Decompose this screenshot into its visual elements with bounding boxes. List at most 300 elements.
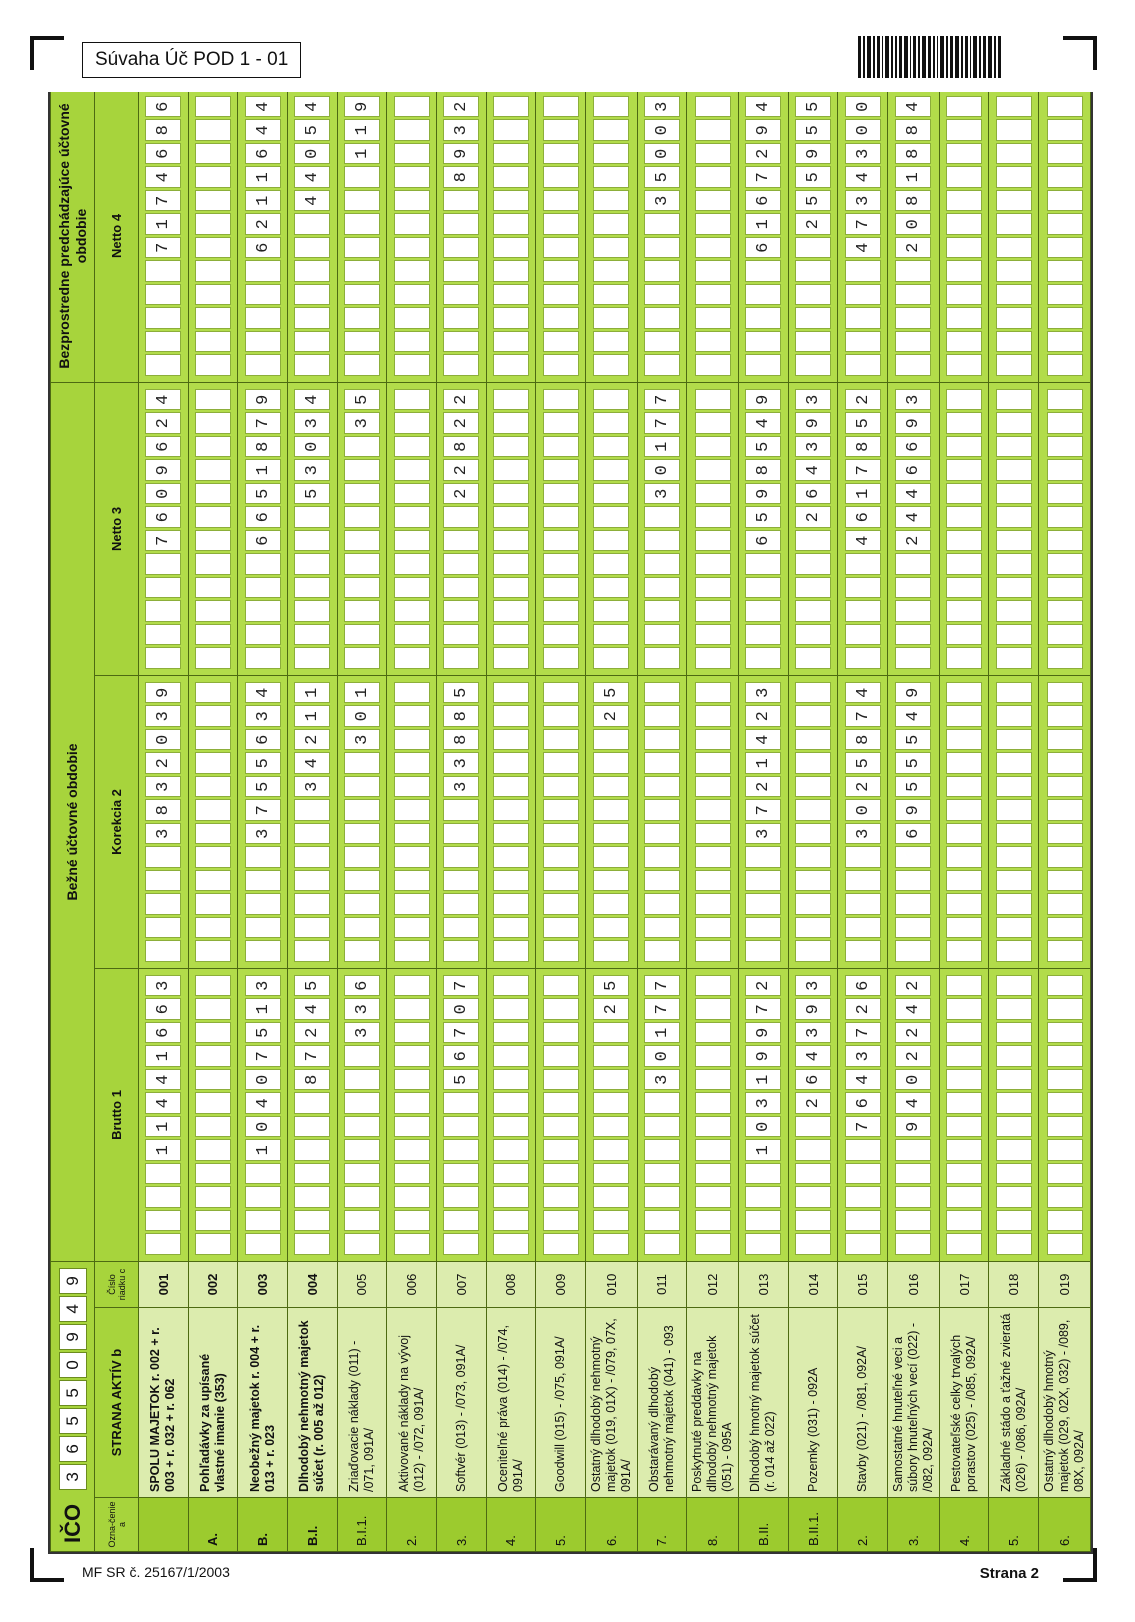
digit-box (245, 284, 281, 306)
digit-box (593, 483, 629, 505)
digit-box (644, 331, 680, 353)
digit-box (543, 213, 579, 235)
digit-box (245, 260, 281, 282)
brutto-amount-field[interactable] (644, 975, 680, 1255)
netto-prev-cell (1039, 92, 1091, 382)
digit-box (443, 917, 479, 939)
digit-box: 4 (245, 682, 281, 704)
digit-box (195, 1139, 231, 1161)
brutto-cell (838, 968, 888, 1261)
digit-box: 7 (145, 530, 181, 552)
digit-box (493, 1139, 529, 1161)
netto-prev-cell (486, 92, 536, 382)
korekcia-amount-field[interactable] (644, 682, 680, 962)
digit-box: 1 (745, 213, 781, 235)
korekcia-amount-field[interactable] (795, 682, 831, 962)
digit-box: 4 (845, 237, 881, 259)
digit-box (845, 1210, 881, 1232)
brutto-amount-field[interactable] (946, 975, 982, 1255)
balance-sheet-form (48, 92, 1093, 1554)
korekcia-amount-field[interactable] (245, 682, 281, 962)
digit-box (745, 307, 781, 329)
digit-box (795, 729, 831, 751)
ico-digit-box[interactable]: 3 (59, 1464, 87, 1490)
netto-prev-cell (637, 92, 687, 382)
korekcia-amount-field[interactable] (593, 682, 629, 962)
barcode (858, 36, 1048, 78)
digit-box: 3 (294, 776, 330, 798)
digit-box (145, 624, 181, 646)
digit-box: 5 (644, 166, 680, 188)
digit-box (344, 1116, 380, 1138)
digit-box (443, 870, 479, 892)
digit-box (245, 354, 281, 376)
netto-amount-field[interactable] (745, 389, 781, 669)
digit-box (996, 190, 1032, 212)
digit-box (394, 998, 430, 1020)
digit-box: 2 (294, 1022, 330, 1044)
brutto-amount-field[interactable] (543, 975, 579, 1255)
digit-box (294, 553, 330, 575)
digit-box: 8 (145, 119, 181, 141)
digit-box (443, 1233, 479, 1255)
digit-box (845, 600, 881, 622)
korekcia-cell (486, 675, 536, 968)
digit-box: 6 (895, 823, 931, 845)
digit-box (443, 530, 479, 552)
digit-box (394, 624, 430, 646)
brutto-cell (337, 968, 387, 1261)
brutto-amount-field[interactable] (394, 975, 430, 1255)
korekcia-amount-field[interactable] (443, 682, 479, 962)
row-oznacenie: 3. (436, 1498, 486, 1552)
digit-box (996, 237, 1032, 259)
ico-digit-box[interactable]: 4 (59, 1296, 87, 1322)
digit-box (745, 331, 781, 353)
digit-box: 4 (895, 705, 931, 727)
digit-box (745, 846, 781, 868)
digit-box (394, 893, 430, 915)
digit-box: 8 (895, 143, 931, 165)
korekcia-amount-field[interactable] (745, 682, 781, 962)
digit-box (895, 260, 931, 282)
digit-box (543, 506, 579, 528)
digit-box (394, 577, 430, 599)
digit-box: 3 (644, 483, 680, 505)
digit-box: 4 (895, 1092, 931, 1114)
digit-box (145, 1210, 181, 1232)
digit-box (493, 1186, 529, 1208)
digit-box (443, 799, 479, 821)
digit-box: 1 (245, 998, 281, 1020)
netto-prev-amount-field[interactable] (895, 96, 931, 376)
netto-amount-field[interactable] (245, 389, 281, 669)
digit-box (344, 1210, 380, 1232)
digit-box (543, 1186, 579, 1208)
korekcia-amount-field[interactable] (344, 682, 380, 962)
brutto-amount-field[interactable] (795, 975, 831, 1255)
digit-box (1047, 799, 1083, 821)
digit-box (543, 307, 579, 329)
korekcia-amount-field[interactable] (996, 682, 1032, 962)
digit-box: 7 (745, 799, 781, 821)
digit-box (695, 389, 731, 411)
digit-box (695, 729, 731, 751)
digit-box (895, 624, 931, 646)
ico-digit-box[interactable]: 5 (59, 1380, 87, 1406)
digit-box: 1 (344, 682, 380, 704)
netto-prev-amount-field[interactable] (493, 96, 529, 376)
digit-box (695, 682, 731, 704)
ico-digit-box[interactable]: 9 (59, 1324, 87, 1350)
netto-prev-amount-field[interactable] (394, 96, 430, 376)
digit-box: 5 (795, 190, 831, 212)
digit-box: 7 (845, 459, 881, 481)
korekcia-amount-field[interactable] (195, 682, 231, 962)
digit-box (593, 530, 629, 552)
digit-box (946, 1022, 982, 1044)
digit-box (543, 1092, 579, 1114)
digit-box (493, 705, 529, 727)
digit-box (1047, 483, 1083, 505)
digit-box (996, 729, 1032, 751)
brutto-amount-field[interactable] (145, 975, 181, 1255)
digit-box (195, 682, 231, 704)
row-description: Stavby (021) - /081, 092A/ (838, 1308, 888, 1498)
digit-box (543, 436, 579, 458)
digit-box (493, 600, 529, 622)
brutto-amount-field[interactable] (695, 975, 731, 1255)
digit-box (946, 1045, 982, 1067)
digit-box (795, 237, 831, 259)
digit-box (245, 870, 281, 892)
brutto-cell (1039, 968, 1091, 1261)
digit-box (593, 1069, 629, 1091)
brutto-amount-field[interactable] (493, 975, 529, 1255)
digit-box (845, 870, 881, 892)
digit-box (946, 307, 982, 329)
cislo-riadku-header: Číslo riadku c (95, 1261, 139, 1307)
korekcia-amount-field[interactable] (1047, 682, 1083, 962)
digit-box (996, 1045, 1032, 1067)
digit-box (1047, 893, 1083, 915)
digit-box (593, 284, 629, 306)
digit-box: 1 (145, 213, 181, 235)
digit-box: 5 (895, 752, 931, 774)
digit-box (443, 1092, 479, 1114)
digit-box (543, 577, 579, 599)
digit-box (996, 96, 1032, 118)
digit-box (195, 1233, 231, 1255)
digit-box (493, 412, 529, 434)
digit-box (443, 846, 479, 868)
digit-box (145, 940, 181, 962)
netto-prev-amount-field[interactable] (443, 96, 479, 376)
netto-amount-field[interactable] (593, 389, 629, 669)
digit-box: 7 (644, 975, 680, 997)
digit-box (543, 1116, 579, 1138)
brutto-amount-field[interactable] (294, 975, 330, 1255)
digit-box (895, 917, 931, 939)
digit-box (493, 975, 529, 997)
netto-prev-amount-field[interactable] (145, 96, 181, 376)
netto-amount-field[interactable] (543, 389, 579, 669)
digit-box: 0 (294, 143, 330, 165)
digit-box (344, 166, 380, 188)
digit-box (493, 166, 529, 188)
brutto-amount-field[interactable] (344, 975, 380, 1255)
row-description: Obstarávaný dlhodobý nehmotný majetok (041) - 093 (637, 1308, 687, 1498)
netto-prev-cell (536, 92, 586, 382)
brutto-amount-field[interactable] (443, 975, 479, 1255)
digit-box (895, 307, 931, 329)
digit-box (493, 577, 529, 599)
brutto-amount-field[interactable] (895, 975, 931, 1255)
digit-box (543, 1163, 579, 1185)
digit-box: 3 (745, 1092, 781, 1114)
digit-box: 3 (795, 975, 831, 997)
digit-box (394, 1092, 430, 1114)
netto-amount-field[interactable] (294, 389, 330, 669)
digit-box: 1 (245, 459, 281, 481)
digit-box: 1 (145, 1045, 181, 1067)
row-oznacenie: 5. (989, 1498, 1039, 1552)
digit-box: 1 (245, 166, 281, 188)
digit-box: 3 (344, 1022, 380, 1044)
digit-box (443, 1116, 479, 1138)
digit-box (493, 624, 529, 646)
digit-box (745, 917, 781, 939)
digit-box (695, 483, 731, 505)
brutto-amount-field[interactable] (996, 975, 1032, 1255)
row-number: 014 (788, 1261, 838, 1307)
row-number: 017 (939, 1261, 989, 1307)
netto-amount-field[interactable] (695, 389, 731, 669)
brutto-amount-field[interactable] (745, 975, 781, 1255)
netto-amount-field[interactable] (344, 389, 380, 669)
digit-box: 3 (795, 389, 831, 411)
digit-box (493, 729, 529, 751)
netto-amount-field[interactable] (895, 389, 931, 669)
korekcia-amount-field[interactable] (695, 682, 731, 962)
digit-box (195, 729, 231, 751)
digit-box (195, 166, 231, 188)
netto-cell (238, 382, 288, 675)
digit-box (695, 975, 731, 997)
digit-box (695, 752, 731, 774)
digit-box (443, 600, 479, 622)
digit-box (996, 705, 1032, 727)
digit-box: 5 (845, 412, 881, 434)
digit-box (695, 1116, 731, 1138)
netto-prev-amount-field[interactable] (644, 96, 680, 376)
brutto-amount-field[interactable] (593, 975, 629, 1255)
digit-box (996, 389, 1032, 411)
digit-box (493, 436, 529, 458)
digit-box (745, 1233, 781, 1255)
digit-box (493, 190, 529, 212)
digit-box (644, 260, 680, 282)
digit-box: 0 (644, 1045, 680, 1067)
digit-box: 3 (443, 752, 479, 774)
korekcia-amount-field[interactable] (895, 682, 931, 962)
netto-amount-field[interactable] (644, 389, 680, 669)
digit-box (644, 917, 680, 939)
digit-box: 1 (644, 1022, 680, 1044)
digit-box (1047, 705, 1083, 727)
digit-box: 5 (745, 436, 781, 458)
ico-digit-box[interactable]: 9 (59, 1268, 87, 1294)
digit-box (593, 553, 629, 575)
digit-box (695, 213, 731, 235)
digit-box (543, 893, 579, 915)
netto-prev-amount-field[interactable] (795, 96, 831, 376)
netto-amount-field[interactable] (996, 389, 1032, 669)
korekcia-cell (888, 675, 940, 968)
korekcia-amount-field[interactable] (845, 682, 881, 962)
digit-box (593, 436, 629, 458)
digit-box: 3 (895, 389, 931, 411)
assets-table (50, 92, 1091, 1552)
netto-prev-amount-field[interactable] (745, 96, 781, 376)
netto-prev-amount-field[interactable] (946, 96, 982, 376)
digit-box (593, 260, 629, 282)
digit-box (294, 823, 330, 845)
netto-prev-amount-field[interactable] (845, 96, 881, 376)
digit-box (344, 237, 380, 259)
digit-box: 7 (845, 1022, 881, 1044)
ico-digit-box[interactable]: 6 (59, 1436, 87, 1462)
brutto-amount-field[interactable] (245, 975, 281, 1255)
digit-box: 4 (245, 119, 281, 141)
korekcia-amount-field[interactable] (294, 682, 330, 962)
korekcia-amount-field[interactable] (394, 682, 430, 962)
digit-box (344, 1186, 380, 1208)
korekcia-amount-field[interactable] (946, 682, 982, 962)
digit-box (695, 823, 731, 845)
netto-prev-amount-field[interactable] (245, 96, 281, 376)
digit-box (245, 553, 281, 575)
digit-box: 4 (294, 389, 330, 411)
digit-box (845, 331, 881, 353)
netto-amount-field[interactable] (443, 389, 479, 669)
digit-box (543, 354, 579, 376)
digit-box (493, 459, 529, 481)
row-oznacenie: B. (238, 1498, 288, 1552)
digit-box (695, 1233, 731, 1255)
digit-box (845, 307, 881, 329)
netto-amount-field[interactable] (1047, 389, 1083, 669)
netto-amount-field[interactable] (845, 389, 881, 669)
netto-prev-amount-field[interactable] (294, 96, 330, 376)
digit-box (493, 647, 529, 669)
netto-prev-cell (739, 92, 789, 382)
digit-box (1047, 506, 1083, 528)
digit-box (996, 1116, 1032, 1138)
digit-box: 3 (344, 729, 380, 751)
digit-box (745, 624, 781, 646)
digit-box (845, 577, 881, 599)
digit-box (493, 389, 529, 411)
row-number: 004 (287, 1261, 337, 1307)
row-number: 007 (436, 1261, 486, 1307)
digit-box (845, 647, 881, 669)
row-number: 016 (888, 1261, 940, 1307)
digit-box (695, 436, 731, 458)
netto-amount-field[interactable] (195, 389, 231, 669)
ico-digit-box[interactable]: 5 (59, 1408, 87, 1434)
netto-prev-cell (989, 92, 1039, 382)
digit-box (695, 1186, 731, 1208)
digit-box: 2 (895, 1022, 931, 1044)
digit-box (1047, 260, 1083, 282)
netto-prev-amount-field[interactable] (695, 96, 731, 376)
digit-box (195, 893, 231, 915)
netto-prev-amount-field[interactable] (996, 96, 1032, 376)
digit-box: 2 (745, 975, 781, 997)
brutto-amount-field[interactable] (1047, 975, 1083, 1255)
korekcia-amount-field[interactable] (145, 682, 181, 962)
digit-box: 6 (443, 1045, 479, 1067)
digit-box: 8 (895, 119, 931, 141)
digit-box (543, 1069, 579, 1091)
digit-box (946, 96, 982, 118)
digit-box (593, 893, 629, 915)
ico-cell (51, 1261, 95, 1551)
netto-prev-cell (939, 92, 989, 382)
netto-prev-amount-field[interactable] (344, 96, 380, 376)
korekcia-amount-field[interactable] (543, 682, 579, 962)
netto-prev-amount-field[interactable] (543, 96, 579, 376)
brutto-amount-field[interactable] (195, 975, 231, 1255)
digit-box: 2 (294, 729, 330, 751)
digit-box (695, 530, 731, 552)
digit-box (644, 729, 680, 751)
brutto-amount-field[interactable] (845, 975, 881, 1255)
row-description: Dlhodobý hmotný majetok súčet (r. 014 až 022) (739, 1308, 789, 1498)
digit-box (493, 260, 529, 282)
digit-box: 4 (795, 1045, 831, 1067)
netto-amount-field[interactable] (145, 389, 181, 669)
korekcia-cell (838, 675, 888, 968)
digit-box: 7 (245, 799, 281, 821)
digit-box: 9 (145, 459, 181, 481)
digit-box (795, 752, 831, 774)
digit-box (245, 940, 281, 962)
digit-box: 0 (845, 119, 881, 141)
digit-box (695, 459, 731, 481)
netto-amount-field[interactable] (946, 389, 982, 669)
digit-box: 9 (745, 1045, 781, 1067)
digit-box: 9 (745, 119, 781, 141)
netto-prev-amount-field[interactable] (195, 96, 231, 376)
digit-box (493, 1022, 529, 1044)
netto-amount-field[interactable] (795, 389, 831, 669)
korekcia-amount-field[interactable] (493, 682, 529, 962)
netto-amount-field[interactable] (493, 389, 529, 669)
digit-box (195, 870, 231, 892)
digit-box (593, 1163, 629, 1185)
netto-prev-amount-field[interactable] (1047, 96, 1083, 376)
ico-digit-box[interactable]: 0 (59, 1352, 87, 1378)
netto-amount-field[interactable] (394, 389, 430, 669)
digit-box (895, 647, 931, 669)
digit-box (1047, 166, 1083, 188)
table-row (687, 92, 739, 1552)
digit-box (294, 530, 330, 552)
netto-prev-amount-field[interactable] (593, 96, 629, 376)
digit-box: 3 (795, 436, 831, 458)
